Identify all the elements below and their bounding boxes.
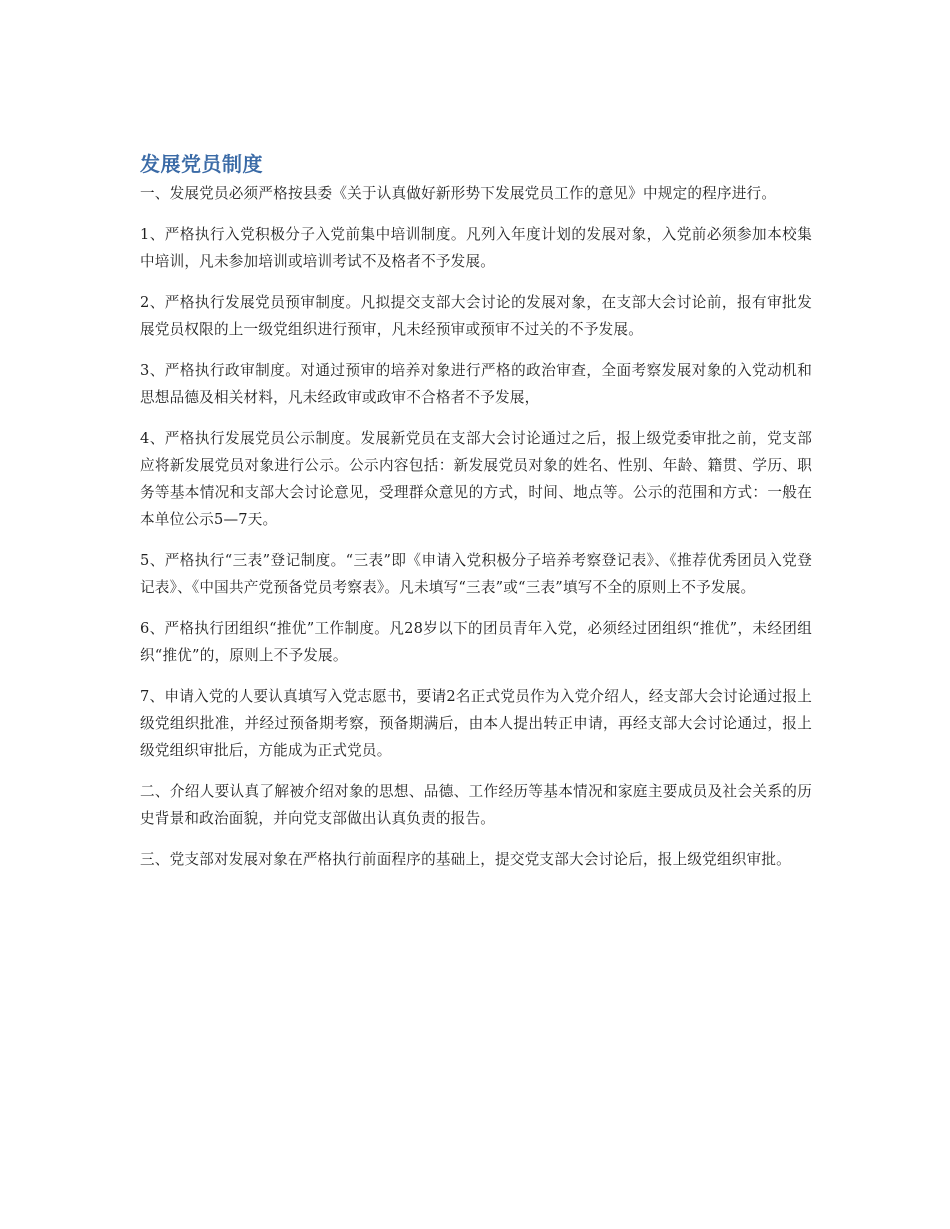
document-title: 发展党员制度 bbox=[140, 152, 263, 176]
paragraph-item-7: 7、申请入党的人要认真填写入党志愿书，要请2名正式党员作为入党介绍人，经支部大会讨论通过报上级党组织批准，并经过预备期考察，预备期满后，由本人提出转正申请，再经支部大会讨论通过，报上级党组织审批后，方能成为正式党员。 bbox=[140, 688, 812, 759]
paragraph-section-3: 三、党支部对发展对象在严格执行前面程序的基础上，提交党支部大会讨论后，报上级党组织审批。 bbox=[140, 851, 791, 868]
paragraph-section-2: 二、介绍人要认真了解被介绍对象的思想、品德、工作经历等基本情况和家庭主要成员及社会关系的历史背景和政治面貌，并向党支部做出认真负责的报告。 bbox=[140, 783, 812, 827]
paragraph-item-2: 2、严格执行发展党员预审制度。凡拟提交支部大会讨论的发展对象，在支部大会讨论前，报有审批发展党员权限的上一级党组织进行预审，凡未经预审或预审不过关的不予发展。 bbox=[140, 294, 812, 338]
paragraph-item-6: 6、严格执行团组织“推优”工作制度。凡28岁以下的团员青年入党，必须经过团组织“推优”，未经团组织“推优”的，原则上不予发展。 bbox=[140, 620, 812, 664]
paragraph-item-1: 1、严格执行入党积极分子入党前集中培训制度。凡列入年度计划的发展对象，入党前必须参加本校集中培训，凡未参加培训或培训考试不及格者不予发展。 bbox=[140, 226, 812, 270]
paragraph-intro: 一、发展党员必须严格按县委《关于认真做好新形势下发展党员工作的意见》中规定的程序进行。 bbox=[140, 185, 777, 202]
document-page bbox=[140, 150, 812, 887]
paragraph-item-3: 3、严格执行政审制度。对通过预审的培养对象进行严格的政治审查，全面考察发展对象的入党动机和思想品德及相关材料，凡未经政审或政审不合格者不予发展， bbox=[140, 362, 812, 406]
paragraph-item-4: 4、严格执行发展党员公示制度。发展新党员在支部大会讨论通过之后，报上级党委审批之前，党支部应将新发展党员对象进行公示。公示内容包括：新发展党员对象的姓名、性别、年龄、籍贯、学历、职务等基本情况和支部大会讨论意见，受理群众意见的方式，时间、地点等。公示的范围和方式：一般在本单位公示5—7天。 bbox=[140, 430, 812, 528]
paragraph-item-5: 5、严格执行“三表”登记制度。“三表”即《申请入党积极分子培养考察登记表》、《推荐优秀团员入党登记表》、《中国共产党预备党员考察表》。凡未填写“三表”或“三表”填写不全的原则上不予发展。 bbox=[140, 552, 812, 596]
